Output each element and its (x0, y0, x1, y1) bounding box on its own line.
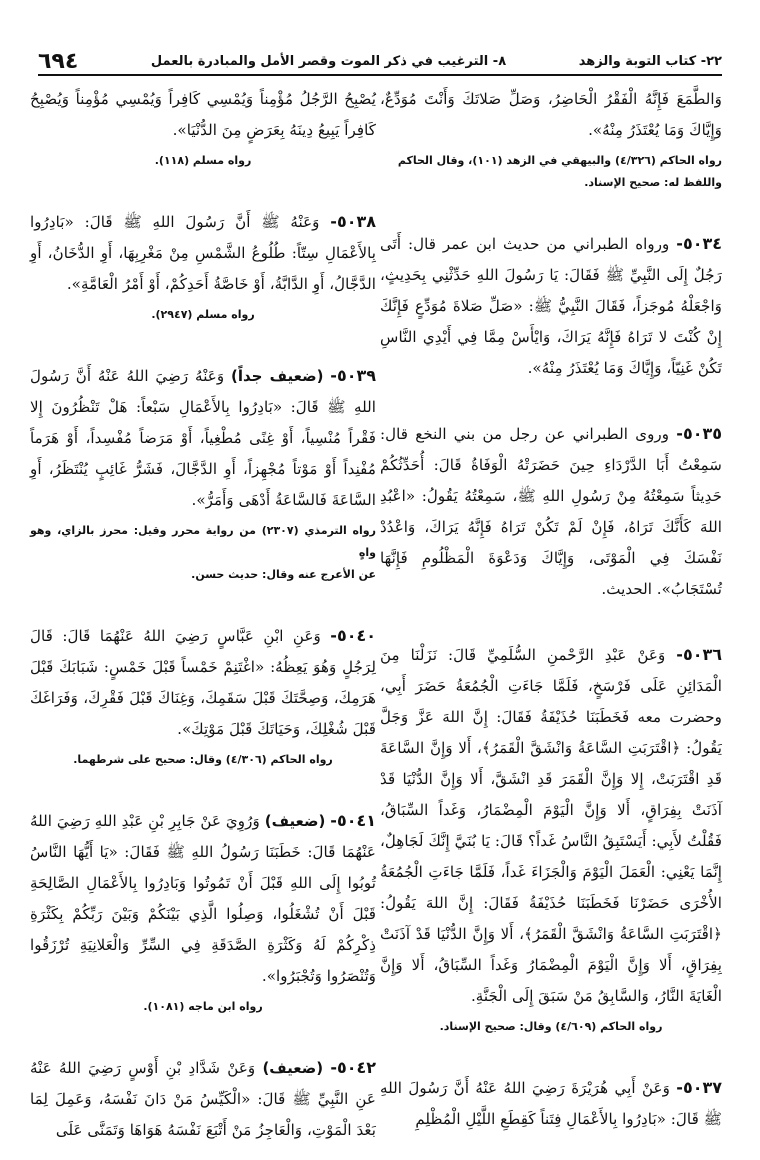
hadith-number: ٥٠٣٨- (330, 212, 376, 231)
hadith-text: ٥٠٣٨- وَعَنْهُ ﷺ أَنَّ رَسُولَ اللهِ ﷺ قَالَ: «بَادِرُوا بِالأَعْمَالِ سِتّاً: طُلُوعُ الشَّمْسِ مِنْ مَغْرِبِهَا، أَوِ الدُّخَانُ، أَوِ الدَّجَّالُ، أَوِ الدَّابَّةُ، أَوْ خَاصَّةُ أَحَدِكُمْ، أَوْ أَمْرُ الْعَامَّةِ». (30, 212, 376, 293)
source-note: رواه الحاكم (٤/٣٠٦) وقال: صحيح على شرطهما. (73, 753, 333, 766)
hadith-5041 (30, 805, 376, 1018)
hadith-grade: (ضعيف) (264, 812, 326, 830)
hadith-number: ٥٠٤١- (330, 811, 376, 830)
hadith-number: ٥٠٣٤- (676, 234, 722, 253)
hadith-grade: (ضعيف جداً) (231, 367, 324, 385)
hadith-text: وَالطَّمَعَ فَإِنَّهُ الْفَقْرُ الْحَاضِرُ، وَصَلِّ صَلاتَكَ وَأَنْتَ مُوَدِّعٌ، وَإِيَّاكَ وَمَا يُعْتَذَرُ مِنْهُ». (380, 90, 722, 139)
source-note: رواه الحاكم (٤/٣٢٦) والبيهقي في الزهد (١٠١)، وقال الحاكم واللفظ له: صحيح الإسناد. (397, 154, 722, 189)
hadith-text: ٥٠٣٤- ورواه الطبراني من حديث ابن عمر قال: أَتَى رَجُلٌ إِلَى النَّبِيِّ ﷺ فَقَالَ: يَا رَسُولَ اللهِ حَدِّثْنِي بِحَدِيثٍ، وَاجْعَلْهُ مُوجَزاً، فَقَالَ النَّبِيُّ ﷺ: «صَلِّ صَلاةَ مُوَدِّعٍ فَإِنَّكَ إِنْ كُنْتَ لا تَرَاهُ فَإِنَّهُ يَرَاكَ، وَايْأَسْ مِمَّا فِي أَيْدِي النَّاسِ تَكُنْ غَنِيّاً، وَإِيَّاكَ وَمَا يُعْتَذَرُ مِنْهُ». (380, 234, 722, 377)
running-header (38, 48, 722, 74)
hadith-5042 (30, 1052, 376, 1146)
hadith-number: ٥٠٤٢- (330, 1058, 377, 1077)
source-note: رواه ابن ماجه (١٠٨١). (143, 1000, 263, 1013)
hadith-text: ٥٠٤٢- (ضعيف) وَعَنْ شَدَّادِ بْنِ أَوْسٍ رَضِيَ اللهُ عَنْهُ عَنِ النَّبِيِّ ﷺ قَالَ: «الْكَيِّسُ مَنْ دَانَ نَفْسَهُ، وَعَمِلَ لِمَا بَعْدَ الْمَوْتِ، وَالْعَاجِزُ مَنْ أَتْبَعَ نَفْسَهُ هَوَاهَا وَتَمَنَّى عَلَى (30, 1058, 377, 1139)
hadith-text: يُصْبِحُ الرَّجُلُ مُؤْمِناً وَيُمْسِي كَافِراً وَيُمْسِي مُؤْمِناً وَيُصْبِحُ كَافِراً يَبِيعُ دِينَهُ بِعَرَضٍ مِنَ الدُّنْيَا». (30, 90, 376, 139)
hadith-grade: (ضعيف) (262, 1059, 324, 1077)
hadith-number: ٥٠٤٠- (330, 626, 376, 645)
hadith-5038 (30, 206, 376, 326)
hadith-5040 (30, 620, 376, 771)
source-note: رواه مسلم (١١٨). (154, 154, 252, 167)
source-note: رواه مسلم (٢٩٤٧). (151, 308, 255, 321)
hadith-5036 (380, 639, 722, 1038)
continued-text-right (380, 84, 722, 194)
hadith-text: ٥٠٣٩- (ضعيف جداً) وَعَنْهُ رَضِيَ اللهُ عَنْهُ أَنَّ رَسُولَ اللهِ ﷺ قَالَ: «بَادِرُوا بِالأَعْمَالِ سَبْعاً: هَلْ تَنْظُرُونَ إِلا فَقْراً مُنْسِياً، أَوْ غِنًى مُطْغِياً، أَوْ مَرَضاً مُفْسِداً، أَوْ هَرَماً مُفْنِداً أَوْ مَوْتاً مُجْهِزاً، أَوِ الدَّجَّالَ، فَشَرُّ غَائِبٍ يُنْتَظَرُ، أَوِ السَّاعَةَ فَالسَّاعَةُ أَدْهَى وَأَمَرُّ». (30, 366, 376, 509)
source-note: رواه الترمذي (٢٣٠٧) من رواية محرر وقيل: محرز بالزاي، وهو واهٍ عن الأعرج عنه وقال: حديث حسن. (30, 524, 376, 581)
hadith-number: ٥٠٣٥- (676, 424, 722, 443)
hadith-number: ٥٠٣٧- (676, 1078, 722, 1097)
page-number: ٦٩٤ (38, 48, 79, 74)
chapter-title: ٢٢- كتاب التوبة والزهد (578, 53, 722, 69)
hadith-5039 (30, 360, 376, 586)
hadith-text: ٥٠٣٦- وَعَنْ عَبْدِ الرَّحْمنِ السُّلَمِيِّ قَالَ: نَزَلْنَا مِنَ الْمَدَائِنِ عَلَى فَرْسَخٍ، فَلَمَّا جَاءَتِ الْجُمُعَةُ حَضَرَ أَبِي، وحضرت معه فَخَطَبَنَا حُذَيْفَةُ فَقَالَ: إِنَّ اللهَ عَزَّ وَجَلَّ يَقُولُ: ﴿اقْتَرَبَتِ السَّاعَةُ وَانْشَقَّ الْقَمَرُ﴾، أَلا وَإِنَّ السَّاعَةَ قَدِ اقْتَرَبَتْ، إِلا وَإِنَّ الْقَمَرَ قَدِ انْشَقَّ، أَلا وَإِنَّ الدُّنْيَا قَدْ آذَنَتْ بِفِرَاقٍ، أَلا وَإِنَّ الْيَوْمَ الْمِضْمَارُ، وَغَداً السِّبَاقُ، فَقُلْتُ لأَبِي: أَيَسْتَبِقُ النَّاسُ غَداً؟ قَالَ: يَا بُنَيَّ إِنَّكَ لَجَاهِلٌ، إِنَّمَا يَعْنِي: الْعَمَلَ الْيَوْمَ وَالْجَزَاءَ غَداً، فَلَمَّا جَاءَتِ الْجُمُعَةُ الأُخْرَى حَضَرْنَا فَخَطَبَنَا حُذَيْفَةُ فَقَالَ: إِنَّ اللهَ يَقُولُ: ﴿اقْتَرَبَتِ السَّاعَةُ وَانْشَقَّ الْقَمَرُ﴾، أَلا وَإِنَّ الدُّنْيَا قَدْ آذَنَتْ بِفِرَاقٍ، أَلا وَإِنَّ الْيَوْمَ الْمِضْمَارُ وَغَداً السِّبَاقُ، أَلا وَإِنَّ الْغَايَةَ النَّارُ، وَالسَّابِقُ مَنْ سَبَقَ إِلَى الْجَنَّةِ. (380, 645, 722, 1005)
hadith-text: ٥٠٤٠- وَعَنِ ابْنِ عَبَّاسٍ رَضِيَ اللهُ عَنْهُمَا قَالَ: قَالَ لِرَجُلٍ وَهُوَ يَعِظُهُ: «اغْتَنِمْ خَمْساً قَبْلَ خَمْسٍ: شَبَابَكَ قَبْلَ هَرَمِكَ، وَصِحَّتَكَ قَبْلَ سَقَمِكَ، وَغِنَاكَ قَبْلَ فَقْرِكَ، وَفَرَاغَكَ قَبْلَ شُغْلِكَ، وَحَيَاتَكَ قَبْلَ مَوْتِكَ». (30, 626, 376, 738)
hadith-number: ٥٠٣٩- (330, 366, 376, 385)
hadith-text: ٥٠٣٥- وروى الطبراني عن رجل من بني النخع قال: سَمِعْتُ أَبَا الدَّرْدَاءِ حِينَ حَضَرَتْهُ الْوَفَاةُ قَالَ: أُحَدِّثُكُمْ حَدِيثاً سَمِعْتُهُ مِنْ رَسُولِ اللهِ ﷺ، سَمِعْتُهُ يَقُولُ: «اعْبُدِ اللهَ كَأَنَّكَ تَرَاهُ، فَإِنْ لَمْ تَكُنْ تَرَاهُ فَإِنَّهُ يَرَاكَ، وَاعْدُدْ نَفْسَكَ فِي الْمَوْتَى، وَإِيَّاكَ وَدَعْوَةَ الْمَظْلُومِ فَإِنَّهَا تُسْتَجَابُ». الحديث. (380, 424, 722, 598)
hadith-5034 (380, 228, 722, 384)
left-column (30, 84, 376, 1160)
header-rule (38, 74, 722, 76)
hadith-number: ٥٠٣٦- (676, 645, 722, 664)
source-note: رواه الحاكم (٤/٦٠٩) وقال: صحيح الإسناد. (439, 1020, 663, 1033)
section-title: ٨- الترغيب في ذكر الموت وقصر الأمل والمبادرة بالعمل (150, 53, 507, 69)
hadith-5037 (380, 1072, 722, 1135)
hadith-text: ٥٠٤١- (ضعيف) وَرُوِيَ عَنْ جَابِرِ بْنِ عَبْدِ اللهِ رَضِيَ اللهُ عَنْهُمَا قَالَ: خَطَبَنَا رَسُولُ اللهِ ﷺ فَقَالَ: «يَا أَيُّهَا النَّاسُ تُوبُوا إِلَى اللهِ قَبْلَ أَنْ تَمُوتُوا وَبَادِرُوا بِالأَعْمَالِ الصَّالِحَةِ قَبْلَ أَنْ تُشْغَلُوا، وَصِلُوا الَّذِي بَيْنَكُمْ وَبَيْنَ رَبِّكُمْ بِكَثْرَةِ ذِكْرِكُمْ لَهُ وَكَثْرَةِ الصَّدَقَةِ فِي السِّرِّ وَالْعَلانِيَةِ تُرْزَقُوا وَتُنْصَرُوا وَتُجْبَرُوا». (30, 811, 376, 985)
continued-text-left (30, 84, 376, 172)
hadith-5035 (380, 418, 722, 605)
hadith-text: ٥٠٣٧- وَعَنْ أَبِي هُرَيْرَةَ رَضِيَ اللهُ عَنْهُ أَنَّ رَسُولَ اللهِ ﷺ قَالَ: «بَادِرُوا بِالأَعْمَالِ فِتَناً كَقِطَعِ اللَّيْلِ الْمُظْلِمِ (380, 1078, 722, 1128)
right-column (380, 84, 722, 1149)
